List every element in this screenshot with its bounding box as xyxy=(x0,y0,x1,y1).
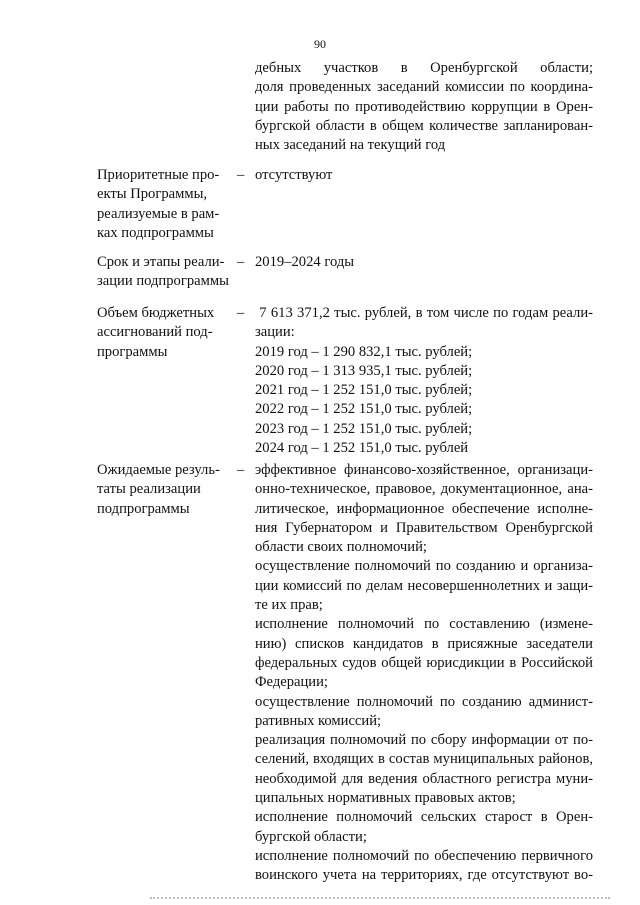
value-line: области своих полномочий; xyxy=(255,539,427,556)
row-label xyxy=(97,166,232,243)
row-value xyxy=(255,461,593,886)
value-line: ративных комиссий; xyxy=(255,712,382,729)
label-line: ассигнований под- xyxy=(97,324,213,341)
value-line: 2019–2024 годы xyxy=(255,254,355,270)
label-line: ках подпрограммы xyxy=(97,224,214,241)
label-line: подпрограммы xyxy=(97,500,190,517)
value-line: эффективное финансово-хозяйственное, организаци- xyxy=(255,462,593,478)
row-dash: – xyxy=(237,305,245,321)
text-line: доля проведенных заседаний комиссии по координа- xyxy=(255,79,593,96)
label-line: Объем бюджетных xyxy=(97,305,215,321)
value-line: селений, входящих в состав муниципальных районов, xyxy=(255,751,593,768)
value-line: исполнение полномочий по составлению (измене- xyxy=(255,616,593,633)
text-line: ции работы по противодействию коррупции в Орен- xyxy=(255,98,593,115)
value-line: 2019 год – 1 290 832,1 тыс. рублей; xyxy=(255,343,473,360)
text-line: ных заседаний на текущий год xyxy=(255,137,446,154)
value-line: литическое, информационное обеспечение исполне- xyxy=(255,500,593,517)
continuation-text xyxy=(255,59,593,155)
row-value xyxy=(255,304,593,458)
label-line: программы xyxy=(97,343,168,360)
value-line: исполнение полномочий сельских старост в Орен- xyxy=(255,809,593,826)
value-line: те их прав; xyxy=(255,597,323,614)
value-line: ции комиссий по делам несовершеннолетних и защи- xyxy=(255,577,593,594)
value-line: реализация полномочий по сбору информации от по- xyxy=(255,732,593,749)
value-line: федеральных судов общей юрисдикции в Российской xyxy=(255,654,593,671)
value-line: ципальных нормативных правовых актов; xyxy=(255,790,516,807)
label-line: реализуемые в рам- xyxy=(97,205,220,222)
value-line: нию) списков кандидатов в присяжные заседатели xyxy=(255,635,593,652)
value-line: ния Губернатором и Правительством Оренбургской xyxy=(255,519,593,536)
label-line: таты реализации xyxy=(97,481,201,498)
text-line: дебных участков в Оренбургской области; xyxy=(255,60,593,76)
row-label xyxy=(97,253,232,292)
label-line: зации подпрограммы xyxy=(97,273,229,290)
row-value xyxy=(255,253,593,272)
value-line: зации: xyxy=(255,324,295,341)
row-dash: – xyxy=(237,462,245,478)
row-label xyxy=(97,461,232,519)
value-line: Федерации; xyxy=(255,674,328,691)
value-line: онно-техническое, правовое, документационное, ана- xyxy=(255,481,593,498)
value-line: необходимой для ведения областного регистра муни- xyxy=(255,770,593,787)
scan-artifact xyxy=(150,897,610,905)
label-line: екты Программы, xyxy=(97,186,208,203)
row-value xyxy=(255,166,593,185)
label-line: Приоритетные про- xyxy=(97,167,220,183)
value-line: бургской области; xyxy=(255,828,367,845)
value-line: отсутствуют xyxy=(255,167,333,183)
value-line: осуществление полномочий по созданию и организа- xyxy=(255,558,593,575)
value-line: исполнение полномочий по обеспечению первичного xyxy=(255,847,593,864)
value-line: осуществление полномочий по созданию админист- xyxy=(255,693,593,710)
value-line: 2022 год – 1 252 151,0 тыс. рублей; xyxy=(255,401,473,418)
value-line: воинского учета на территориях, где отсутствуют во- xyxy=(255,867,593,884)
value-line: 2021 год – 1 252 151,0 тыс. рублей; xyxy=(255,382,473,399)
text-line: бургской области в общем количестве запланирован- xyxy=(255,117,593,134)
label-line: Срок и этапы реали- xyxy=(97,254,225,270)
row-dash: – xyxy=(237,167,245,183)
value-line: 2020 год – 1 313 935,1 тыс. рублей; xyxy=(255,362,473,379)
row-dash: – xyxy=(237,254,245,270)
value-line: 2024 год – 1 252 151,0 тыс. рублей xyxy=(255,440,469,457)
page-number: 90 xyxy=(314,37,326,51)
value-line: 2023 год – 1 252 151,0 тыс. рублей; xyxy=(255,420,473,437)
label-line: Ожидаемые резуль- xyxy=(97,462,220,478)
value-line: 7 613 371,2 тыс. рублей, в том числе по годам реали- xyxy=(255,305,593,321)
row-label xyxy=(97,304,232,362)
